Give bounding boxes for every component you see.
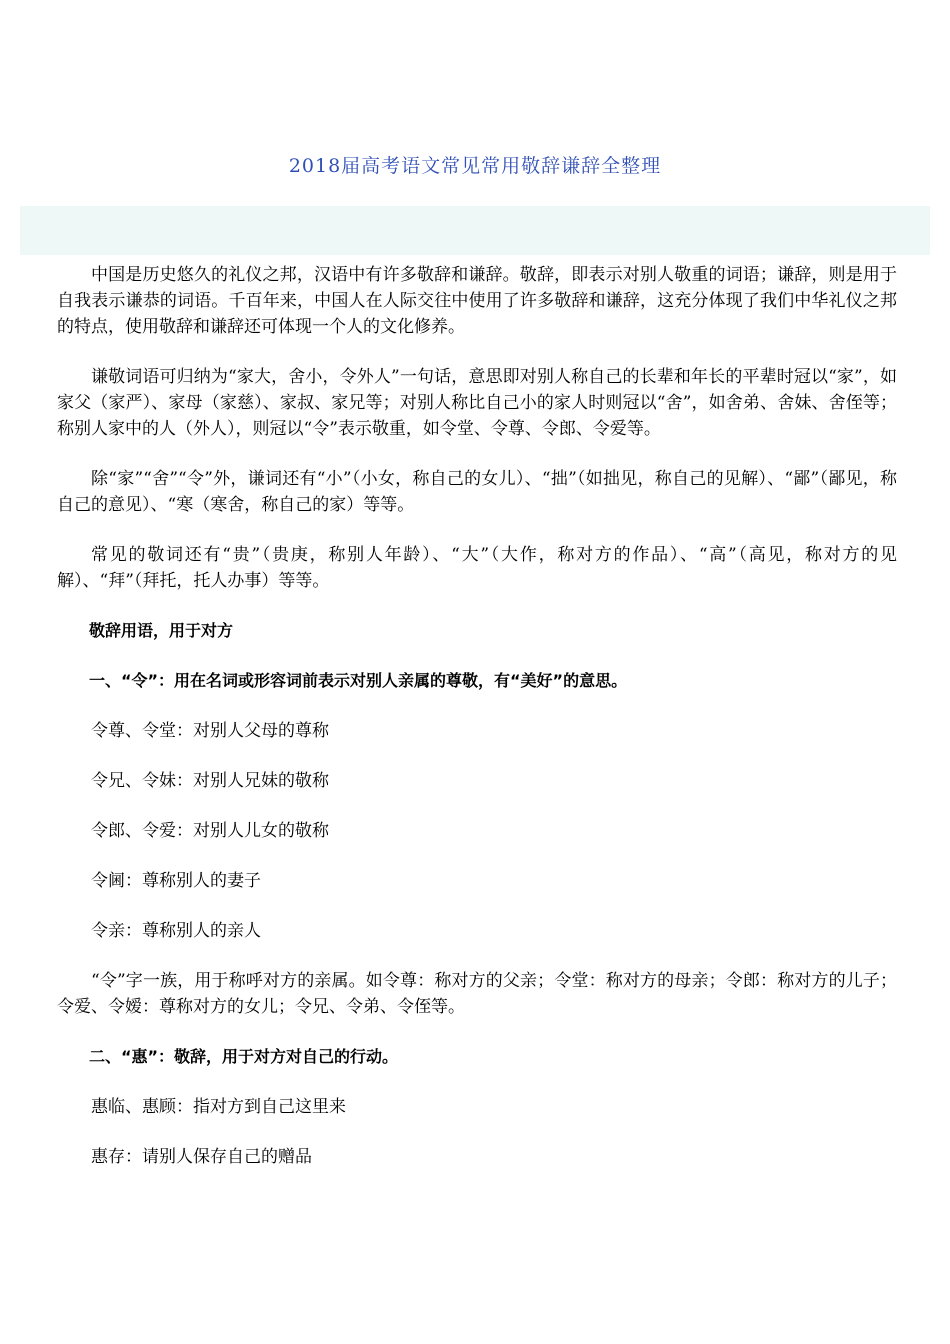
part2-heading: 二、“惠”：敬辞，用于对方对自己的行动。 bbox=[89, 1047, 399, 1066]
list-item: 惠临、惠顾：指对方到自己这里来 bbox=[91, 1097, 346, 1117]
part1-heading: 一、“令”：用在名词或形容词前表示对别人亲属的尊敬，有“美好”的意思。 bbox=[89, 671, 628, 690]
list-item: 令亲：尊称别人的亲人 bbox=[91, 921, 261, 941]
document-title: 2018届高考语文常见常用敬辞谦辞全整理 bbox=[288, 155, 662, 177]
list-item: 令兄、令妹：对别人兄妹的敬称 bbox=[91, 771, 329, 791]
respect-words-paragraph: 常见的敬词还有“贵”（贵庚，称别人年龄）、“大”（大作，称对方的作品）、“高”（高见，称对方的见解）、“拜”（拜托，托人办事）等等。 bbox=[57, 545, 897, 591]
humble-words-paragraph: 除“家”“舍”“令”外，谦词还有“小”（小女，称自己的女儿）、“拙”（如拙见，称自己的见解）、“鄙”（鄙见，称自己的意见）、“寒（寒舍，称自己的家）等等。 bbox=[57, 469, 897, 515]
jia-she-ling-paragraph: 谦敬词语可归纳为“家大，舍小，令外人”一句话，意思即对别人称自己的长辈和年长的平辈时冠以“家”，如家父（家严）、家母（家慈）、家叔、家兄等；对别人称比自己小的家人时则冠以“舍”，如舍弟、舍妹、舍侄等；称别人家中的人（外人），则冠以“令”表示敬重，如令堂、令尊、令郎、令爱等。 bbox=[57, 367, 897, 439]
title-banner bbox=[20, 206, 930, 255]
part1-summary: “令”字一族，用于称呼对方的亲属。如令尊：称对方的父亲；令堂：称对方的母亲；令郎：称对方的儿子；令爱、令嫒：尊称对方的女儿；令兄、令弟、令侄等。 bbox=[57, 971, 897, 1017]
document-body bbox=[57, 262, 897, 1194]
list-item: 惠存：请别人保存自己的赠品 bbox=[91, 1147, 312, 1167]
section-heading: 敬辞用语，用于对方 bbox=[89, 621, 234, 640]
intro-paragraph: 中国是历史悠久的礼仪之邦，汉语中有许多敬辞和谦辞。敬辞，即表示对别人敬重的词语；谦辞，则是用于自我表示谦恭的词语。千百年来，中国人在人际交往中使用了许多敬辞和谦辞，这充分体现了我们中华礼仪之邦的特点，使用敬辞和谦辞还可体现一个人的文化修养。 bbox=[57, 265, 897, 337]
list-item: 令尊、令堂：对别人父母的尊称 bbox=[91, 721, 329, 741]
list-item: 令阃：尊称别人的妻子 bbox=[91, 871, 261, 891]
list-item: 令郎、令爱：对别人儿女的敬称 bbox=[91, 821, 329, 841]
